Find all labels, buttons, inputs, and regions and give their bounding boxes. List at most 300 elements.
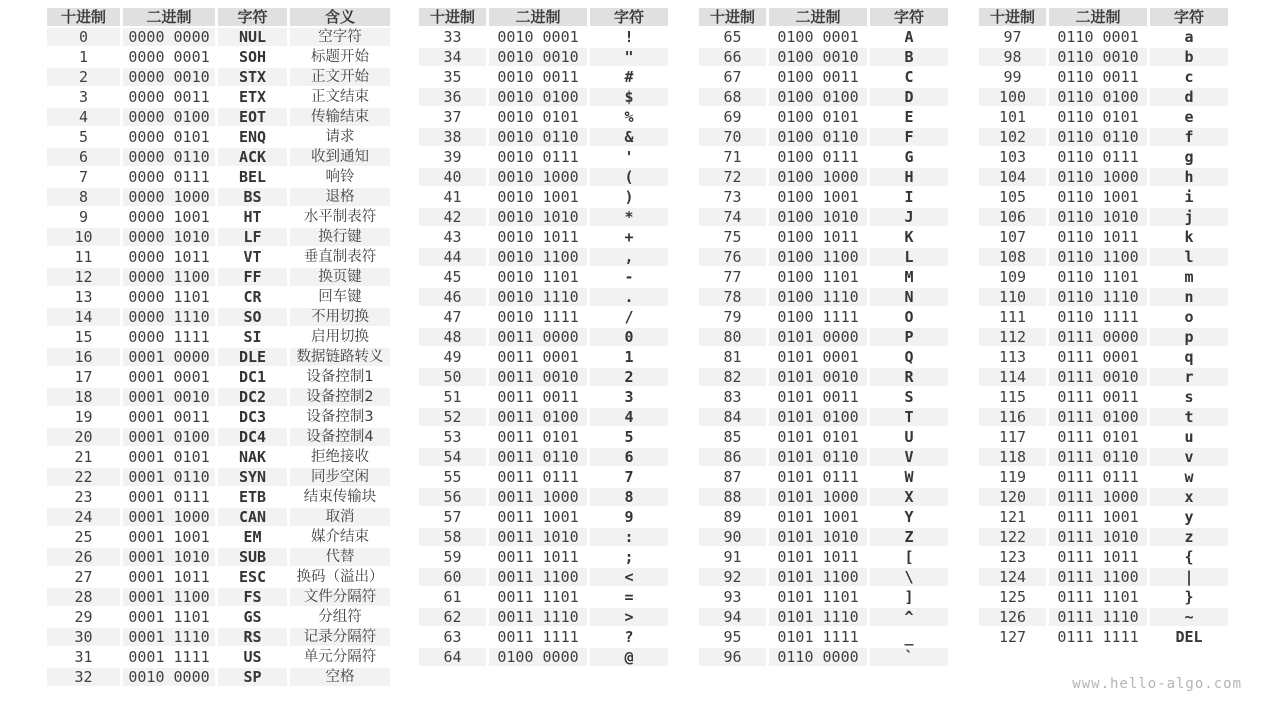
cell-decimal: 20 <box>46 427 122 447</box>
cell-decimal: 83 <box>698 387 768 407</box>
cell-meaning: 退格 <box>289 187 392 207</box>
table-row <box>418 87 670 107</box>
table-row <box>978 447 1230 467</box>
cell-binary: 0110 1010 <box>1048 207 1149 227</box>
cell-char: A <box>869 27 950 47</box>
cell-binary: 0101 1101 <box>768 587 869 607</box>
column-header-meaning: 含义 <box>289 7 392 27</box>
table-row <box>978 407 1230 427</box>
cell-char: I <box>869 187 950 207</box>
cell-char: BEL <box>217 167 289 187</box>
cell-decimal: 90 <box>698 527 768 547</box>
cell-char: < <box>589 567 670 587</box>
cell-decimal: 53 <box>418 427 488 447</box>
cell-binary: 0101 1110 <box>768 607 869 627</box>
table-row <box>418 247 670 267</box>
cell-binary: 0000 1101 <box>122 287 217 307</box>
cell-decimal: 9 <box>46 207 122 227</box>
cell-char: _ <box>869 627 950 647</box>
cell-binary: 0100 0001 <box>768 27 869 47</box>
cell-binary: 0011 1000 <box>488 487 589 507</box>
table-row <box>46 367 392 387</box>
cell-binary: 0110 1011 <box>1048 227 1149 247</box>
cell-char: L <box>869 247 950 267</box>
cell-binary: 0111 1011 <box>1048 547 1149 567</box>
cell-binary: 0100 1111 <box>768 307 869 327</box>
cell-meaning: 标题开始 <box>289 47 392 67</box>
cell-binary: 0110 1110 <box>1048 287 1149 307</box>
cell-binary: 0101 1011 <box>768 547 869 567</box>
cell-binary: 0101 1001 <box>768 507 869 527</box>
table-row <box>698 647 950 667</box>
cell-binary: 0100 0011 <box>768 67 869 87</box>
table-row <box>418 607 670 627</box>
cell-binary: 0111 1010 <box>1048 527 1149 547</box>
cell-decimal: 56 <box>418 487 488 507</box>
table-row <box>418 587 670 607</box>
cell-char: t <box>1149 407 1230 427</box>
cell-char: 0 <box>589 327 670 347</box>
column-header-binary: 二进制 <box>1048 7 1149 27</box>
table-row <box>978 587 1230 607</box>
cell-binary: 0101 0010 <box>768 367 869 387</box>
cell-meaning: 记录分隔符 <box>289 627 392 647</box>
table-row <box>46 87 392 107</box>
cell-char: 2 <box>589 367 670 387</box>
cell-char: ; <box>589 547 670 567</box>
cell-binary: 0000 0101 <box>122 127 217 147</box>
table-row <box>418 427 670 447</box>
cell-decimal: 5 <box>46 127 122 147</box>
cell-char: n <box>1149 287 1230 307</box>
cell-binary: 0100 0101 <box>768 107 869 127</box>
table-row <box>46 327 392 347</box>
cell-char: O <box>869 307 950 327</box>
cell-binary: 0111 0110 <box>1048 447 1149 467</box>
cell-binary: 0011 0001 <box>488 347 589 367</box>
cell-decimal: 93 <box>698 587 768 607</box>
table-row <box>698 607 950 627</box>
cell-char: E <box>869 107 950 127</box>
table-row <box>698 247 950 267</box>
cell-binary: 0100 0100 <box>768 87 869 107</box>
cell-binary: 0001 1010 <box>122 547 217 567</box>
table-row <box>698 187 950 207</box>
cell-char: H <box>869 167 950 187</box>
ascii-table-uppercase-letters <box>696 6 951 668</box>
cell-binary: 0010 1000 <box>488 167 589 187</box>
cell-binary: 0110 0010 <box>1048 47 1149 67</box>
cell-char: f <box>1149 127 1230 147</box>
cell-char: V <box>869 447 950 467</box>
cell-char: " <box>589 47 670 67</box>
column-header-decimal: 十进制 <box>46 7 122 27</box>
table-row <box>418 27 670 47</box>
table-row <box>418 107 670 127</box>
table-row <box>698 567 950 587</box>
cell-char: T <box>869 407 950 427</box>
cell-meaning: 水平制表符 <box>289 207 392 227</box>
cell-binary: 0110 1001 <box>1048 187 1149 207</box>
cell-decimal: 76 <box>698 247 768 267</box>
cell-char: GS <box>217 607 289 627</box>
cell-char: NUL <box>217 27 289 47</box>
cell-decimal: 68 <box>698 87 768 107</box>
table-row <box>418 347 670 367</box>
cell-binary: 0111 1100 <box>1048 567 1149 587</box>
table-row <box>418 387 670 407</box>
table-row <box>698 587 950 607</box>
cell-decimal: 88 <box>698 487 768 507</box>
cell-binary: 0100 1110 <box>768 287 869 307</box>
cell-binary: 0100 1011 <box>768 227 869 247</box>
cell-decimal: 52 <box>418 407 488 427</box>
cell-binary: 0110 0101 <box>1048 107 1149 127</box>
cell-binary: 0101 0001 <box>768 347 869 367</box>
cell-binary: 0111 0010 <box>1048 367 1149 387</box>
cell-binary: 0010 1110 <box>488 287 589 307</box>
cell-meaning: 空字符 <box>289 27 392 47</box>
table-row <box>978 327 1230 347</box>
cell-char: ACK <box>217 147 289 167</box>
table-row <box>698 527 950 547</box>
cell-decimal: 23 <box>46 487 122 507</box>
cell-decimal: 113 <box>978 347 1048 367</box>
table-row <box>418 67 670 87</box>
cell-decimal: 32 <box>46 667 122 687</box>
cell-meaning: 空格 <box>289 667 392 687</box>
table-row <box>698 267 950 287</box>
table-row <box>698 407 950 427</box>
cell-decimal: 122 <box>978 527 1048 547</box>
cell-decimal: 58 <box>418 527 488 547</box>
cell-binary: 0101 1100 <box>768 567 869 587</box>
cell-decimal: 67 <box>698 67 768 87</box>
cell-char: = <box>589 587 670 607</box>
cell-decimal: 71 <box>698 147 768 167</box>
cell-meaning: 设备控制4 <box>289 427 392 447</box>
cell-meaning: 取消 <box>289 507 392 527</box>
cell-char: [ <box>869 547 950 567</box>
cell-meaning: 结束传输块 <box>289 487 392 507</box>
cell-char: DC1 <box>217 367 289 387</box>
cell-decimal: 41 <box>418 187 488 207</box>
cell-decimal: 15 <box>46 327 122 347</box>
cell-meaning: 垂直制表符 <box>289 247 392 267</box>
cell-decimal: 98 <box>978 47 1048 67</box>
cell-char: ( <box>589 167 670 187</box>
cell-char: B <box>869 47 950 67</box>
column-header-binary: 二进制 <box>768 7 869 27</box>
cell-decimal: 36 <box>418 87 488 107</box>
cell-binary: 0001 0101 <box>122 447 217 467</box>
cell-char: 9 <box>589 507 670 527</box>
cell-char: SUB <box>217 547 289 567</box>
cell-decimal: 95 <box>698 627 768 647</box>
cell-binary: 0001 1101 <box>122 607 217 627</box>
cell-decimal: 49 <box>418 347 488 367</box>
cell-binary: 0110 0110 <box>1048 127 1149 147</box>
cell-char: 8 <box>589 487 670 507</box>
cell-decimal: 34 <box>418 47 488 67</box>
cell-char: VT <box>217 247 289 267</box>
cell-decimal: 117 <box>978 427 1048 447</box>
cell-binary: 0011 0010 <box>488 367 589 387</box>
cell-binary: 0011 0100 <box>488 407 589 427</box>
cell-binary: 0001 0011 <box>122 407 217 427</box>
table-row <box>978 127 1230 147</box>
cell-meaning: 换页键 <box>289 267 392 287</box>
cell-meaning: 设备控制2 <box>289 387 392 407</box>
table-row <box>978 227 1230 247</box>
table-row <box>698 627 950 647</box>
table-row <box>978 147 1230 167</box>
cell-decimal: 25 <box>46 527 122 547</box>
header-row <box>978 7 1230 27</box>
table-row <box>46 347 392 367</box>
cell-binary: 0111 0101 <box>1048 427 1149 447</box>
table-row <box>698 87 950 107</box>
cell-binary: 0011 1001 <box>488 507 589 527</box>
cell-decimal: 12 <box>46 267 122 287</box>
table-row <box>46 207 392 227</box>
cell-binary: 0000 1110 <box>122 307 217 327</box>
cell-decimal: 13 <box>46 287 122 307</box>
table-row <box>418 207 670 227</box>
cell-char: + <box>589 227 670 247</box>
cell-decimal: 66 <box>698 47 768 67</box>
cell-binary: 0000 0011 <box>122 87 217 107</box>
table-row <box>698 287 950 307</box>
cell-binary: 0101 1010 <box>768 527 869 547</box>
table-row <box>978 487 1230 507</box>
cell-char: R <box>869 367 950 387</box>
table-row <box>46 647 392 667</box>
cell-char: HT <box>217 207 289 227</box>
table-row <box>46 47 392 67</box>
cell-binary: 0011 0110 <box>488 447 589 467</box>
ascii-table-control-characters <box>44 6 393 688</box>
cell-binary: 0111 1001 <box>1048 507 1149 527</box>
cell-binary: 0000 1100 <box>122 267 217 287</box>
cell-decimal: 16 <box>46 347 122 367</box>
cell-binary: 0000 0110 <box>122 147 217 167</box>
cell-binary: 0100 1001 <box>768 187 869 207</box>
cell-decimal: 10 <box>46 227 122 247</box>
cell-char: q <box>1149 347 1230 367</box>
cell-char: N <box>869 287 950 307</box>
table-row <box>698 167 950 187</box>
cell-char: U <box>869 427 950 447</box>
cell-decimal: 3 <box>46 87 122 107</box>
table-row <box>46 387 392 407</box>
table-row <box>418 487 670 507</box>
cell-binary: 0001 0001 <box>122 367 217 387</box>
cell-meaning: 拒绝接收 <box>289 447 392 467</box>
table-row <box>418 147 670 167</box>
cell-char: x <box>1149 487 1230 507</box>
table-row <box>978 467 1230 487</box>
cell-char: g <box>1149 147 1230 167</box>
cell-decimal: 65 <box>698 27 768 47</box>
cell-binary: 0111 1111 <box>1048 627 1149 647</box>
cell-meaning: 同步空闲 <box>289 467 392 487</box>
cell-decimal: 106 <box>978 207 1048 227</box>
column-header-decimal: 十进制 <box>418 7 488 27</box>
cell-decimal: 64 <box>418 647 488 667</box>
cell-decimal: 109 <box>978 267 1048 287</box>
cell-binary: 0010 1010 <box>488 207 589 227</box>
table-row <box>418 527 670 547</box>
table-row <box>978 267 1230 287</box>
table-row <box>978 107 1230 127</box>
cell-char: } <box>1149 587 1230 607</box>
cell-decimal: 123 <box>978 547 1048 567</box>
cell-decimal: 47 <box>418 307 488 327</box>
cell-binary: 0100 1010 <box>768 207 869 227</box>
table-row <box>418 467 670 487</box>
cell-char: z <box>1149 527 1230 547</box>
cell-char: e <box>1149 107 1230 127</box>
table-row <box>978 427 1230 447</box>
cell-decimal: 85 <box>698 427 768 447</box>
cell-decimal: 27 <box>46 567 122 587</box>
column-header-char: 字符 <box>869 7 950 27</box>
cell-binary: 0000 0010 <box>122 67 217 87</box>
cell-char: J <box>869 207 950 227</box>
cell-meaning: 设备控制3 <box>289 407 392 427</box>
column-header-char: 字符 <box>589 7 670 27</box>
cell-char: Z <box>869 527 950 547</box>
table-row <box>46 667 392 687</box>
cell-decimal: 119 <box>978 467 1048 487</box>
cell-char: k <box>1149 227 1230 247</box>
cell-binary: 0011 1111 <box>488 627 589 647</box>
cell-char: ! <box>589 27 670 47</box>
table-row <box>418 327 670 347</box>
cell-binary: 0101 1111 <box>768 627 869 647</box>
cell-decimal: 115 <box>978 387 1048 407</box>
cell-binary: 0100 0111 <box>768 147 869 167</box>
cell-meaning: 请求 <box>289 127 392 147</box>
cell-decimal: 31 <box>46 647 122 667</box>
cell-char: m <box>1149 267 1230 287</box>
cell-char: DC2 <box>217 387 289 407</box>
cell-meaning: 传输结束 <box>289 107 392 127</box>
cell-decimal: 63 <box>418 627 488 647</box>
table-row <box>978 307 1230 327</box>
table-row <box>978 567 1230 587</box>
table-row <box>46 567 392 587</box>
cell-meaning: 数据链路转义 <box>289 347 392 367</box>
table-row <box>978 187 1230 207</box>
table-row <box>418 307 670 327</box>
cell-decimal: 8 <box>46 187 122 207</box>
cell-char: 3 <box>589 387 670 407</box>
cell-decimal: 26 <box>46 547 122 567</box>
cell-char: - <box>589 267 670 287</box>
table-row <box>978 167 1230 187</box>
cell-decimal: 38 <box>418 127 488 147</box>
cell-char: STX <box>217 67 289 87</box>
cell-decimal: 7 <box>46 167 122 187</box>
cell-decimal: 80 <box>698 327 768 347</box>
cell-char: DC4 <box>217 427 289 447</box>
cell-char: SO <box>217 307 289 327</box>
cell-char: ] <box>869 587 950 607</box>
table-row <box>418 187 670 207</box>
cell-binary: 0010 0100 <box>488 87 589 107</box>
cell-binary: 0111 1101 <box>1048 587 1149 607</box>
cell-char: EM <box>217 527 289 547</box>
cell-binary: 0010 0011 <box>488 67 589 87</box>
cell-decimal: 19 <box>46 407 122 427</box>
table-row <box>978 507 1230 527</box>
cell-meaning: 换行键 <box>289 227 392 247</box>
cell-binary: 0100 0000 <box>488 647 589 667</box>
table-row <box>698 207 950 227</box>
header-row <box>698 7 950 27</box>
cell-binary: 0110 0001 <box>1048 27 1149 47</box>
table-row <box>978 207 1230 227</box>
cell-binary: 0010 1101 <box>488 267 589 287</box>
table-row <box>46 507 392 527</box>
table-row <box>418 447 670 467</box>
cell-binary: 0110 0000 <box>768 647 869 667</box>
cell-char: CR <box>217 287 289 307</box>
table-row <box>698 347 950 367</box>
cell-binary: 0001 0000 <box>122 347 217 367</box>
cell-char: DC3 <box>217 407 289 427</box>
cell-meaning: 代替 <box>289 547 392 567</box>
cell-meaning: 收到通知 <box>289 147 392 167</box>
cell-decimal: 14 <box>46 307 122 327</box>
table-row <box>46 147 392 167</box>
table-row <box>418 287 670 307</box>
cell-decimal: 55 <box>418 467 488 487</box>
table-row <box>978 347 1230 367</box>
table-row <box>698 67 950 87</box>
cell-char: NAK <box>217 447 289 467</box>
watermark: www.hello-algo.com <box>1072 676 1242 692</box>
cell-binary: 0001 0110 <box>122 467 217 487</box>
cell-binary: 0100 1000 <box>768 167 869 187</box>
cell-char: ESC <box>217 567 289 587</box>
table-row <box>978 287 1230 307</box>
cell-char: M <box>869 267 950 287</box>
cell-decimal: 72 <box>698 167 768 187</box>
cell-decimal: 124 <box>978 567 1048 587</box>
cell-char: ~ <box>1149 607 1230 627</box>
cell-char: DLE <box>217 347 289 367</box>
cell-binary: 0001 0010 <box>122 387 217 407</box>
cell-decimal: 82 <box>698 367 768 387</box>
table-row <box>978 27 1230 47</box>
cell-meaning: 单元分隔符 <box>289 647 392 667</box>
cell-decimal: 40 <box>418 167 488 187</box>
cell-decimal: 81 <box>698 347 768 367</box>
cell-char: W <box>869 467 950 487</box>
table-row <box>46 67 392 87</box>
cell-binary: 0101 1000 <box>768 487 869 507</box>
table-row <box>418 627 670 647</box>
cell-decimal: 126 <box>978 607 1048 627</box>
cell-binary: 0000 1010 <box>122 227 217 247</box>
cell-binary: 0001 1000 <box>122 507 217 527</box>
cell-meaning: 设备控制1 <box>289 367 392 387</box>
cell-meaning: 回车键 <box>289 287 392 307</box>
cell-char: ? <box>589 627 670 647</box>
